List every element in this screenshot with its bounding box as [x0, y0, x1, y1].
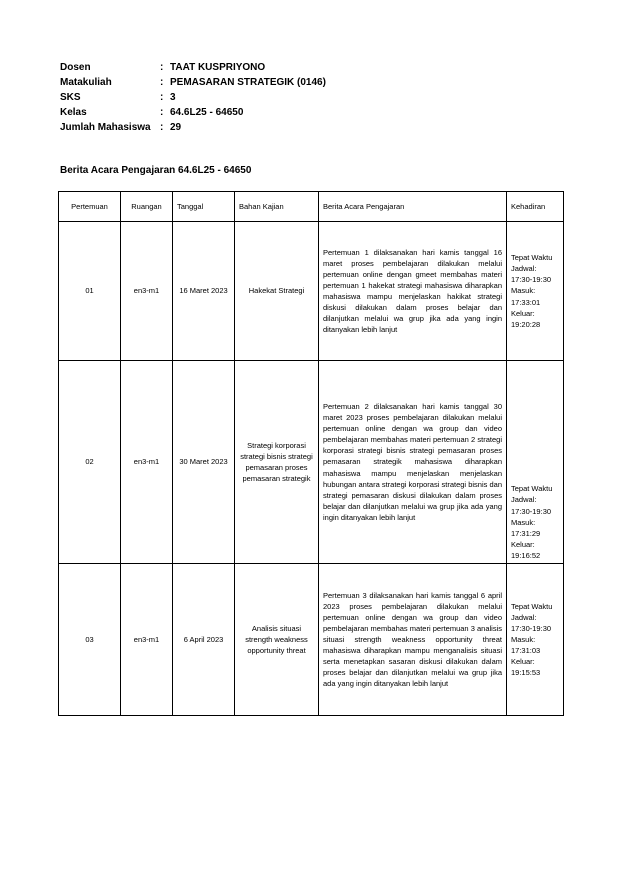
cell-attendance: Tepat Waktu Jadwal: 17:30-19:30 Masuk: 17:31:29 Keluar: 19:16:52 — [507, 361, 564, 564]
info-value: PEMASARAN STRATEGIK (0146) — [170, 77, 326, 88]
col-header-record: Berita Acara Pengajaran — [319, 192, 507, 222]
info-value: 3 — [170, 92, 176, 103]
info-colon: : — [160, 77, 164, 88]
cell-record: Pertemuan 3 dilaksanakan hari kamis tanggal 6 april 2023 proses pembelajaran dilakukan melalui pertemuan online dengan wa group dan video pembelajaran membahas materi pertemuan 3 analisis situasi strength weakness opportunity threat mahasiswa diharapkan mampu menganalisis situasi serta menetapkan sasaran diskusi dilakukan dalam proses belajar dan dilanjutkan melalui wa grup jika ada yang ingin ditanyakan lebih lanjut — [319, 564, 507, 716]
cell-topic: Strategi korporasi strategi bisnis strategi pemasaran proses pemasaran strategik — [235, 361, 319, 564]
col-header-room: Ruangan — [121, 192, 173, 222]
cell-record: Pertemuan 1 dilaksanakan hari kamis tanggal 16 maret proses pembelajaran dilakukan melalui pertemuan online dengan gmeet membahas materi pertemuan 1 hakekat strategi mahasiswa diharapkan mahasiswa mampu menjelaskan hakikat strategi diskusi dilakukan dalam proses belajar dan dilanjutkan melalui wa grup jika ada yang ingin ditanyakan lebih lanjut — [319, 222, 507, 361]
cell-attendance: Tepat Waktu Jadwal: 17:30-19:30 Masuk: 17:33:01 Keluar: 19:20:28 — [507, 222, 564, 361]
table-row — [59, 361, 564, 564]
info-label: Dosen — [60, 62, 91, 73]
col-header-attendance: Kehadiran — [507, 192, 564, 222]
info-value: 29 — [170, 122, 182, 133]
cell-room: en3-m1 — [121, 222, 173, 361]
section-title: Berita Acara Pengajaran 64.6L25 - 64650 — [60, 165, 252, 176]
info-value: TAAT KUSPRIYONO — [170, 62, 266, 73]
cell-record: Pertemuan 2 dilaksanakan hari kamis tanggal 30 maret 2023 proses pembelajaran dilakukan melalui pertemuan online dengan wa group dan video pembelajaran membahas materi pertemuan 2 strategi korporasi strategi bisnis strategi pemasaran proses pemasaran strategik mahasiswa diharapkan mahasiswa mampu menjelaskan menjelaskan hubungan antara strategi korporasi strategi bisnis dan strategi pemasaran diskusi dilakukan dalam proses belajar dan dilanjutkan melalui wa grup jika ada yang ingin ditanyakan lebih lanjut — [319, 361, 507, 564]
info-colon: : — [160, 107, 164, 118]
info-row-students — [60, 120, 460, 135]
info-label: Kelas — [60, 107, 87, 118]
cell-meeting: 03 — [59, 564, 121, 716]
table-row — [59, 222, 564, 361]
info-colon: : — [160, 92, 164, 103]
cell-room: en3-m1 — [121, 564, 173, 716]
table-row — [59, 564, 564, 716]
cell-attendance: Tepat Waktu Jadwal: 17:30-19:30 Masuk: 17:31:03 Keluar: 19:15:53 — [507, 564, 564, 716]
info-row-course — [60, 75, 460, 90]
info-value: 64.6L25 - 64650 — [170, 107, 244, 118]
table-header-row — [59, 192, 564, 222]
info-colon: : — [160, 122, 164, 133]
cell-meeting: 01 — [59, 222, 121, 361]
info-label: Matakuliah — [60, 77, 112, 88]
course-info — [60, 60, 460, 135]
info-row-credits — [60, 90, 460, 105]
info-label: SKS — [60, 92, 81, 103]
cell-topic: Hakekat Strategi — [235, 222, 319, 361]
cell-date: 6 April 2023 — [173, 564, 235, 716]
cell-meeting: 02 — [59, 361, 121, 564]
cell-topic: Analisis situasi strength weakness opportunity threat — [235, 564, 319, 716]
info-label: Jumlah Mahasiswa — [60, 122, 151, 133]
info-row-class — [60, 105, 460, 120]
cell-date: 30 Maret 2023 — [173, 361, 235, 564]
col-header-meeting: Pertemuan — [59, 192, 121, 222]
info-row-lecturer — [60, 60, 460, 75]
col-header-topic: Bahan Kajian — [235, 192, 319, 222]
teaching-record-table — [58, 191, 564, 716]
col-header-date: Tanggal — [173, 192, 235, 222]
cell-date: 16 Maret 2023 — [173, 222, 235, 361]
info-colon: : — [160, 62, 164, 73]
cell-room: en3-m1 — [121, 361, 173, 564]
